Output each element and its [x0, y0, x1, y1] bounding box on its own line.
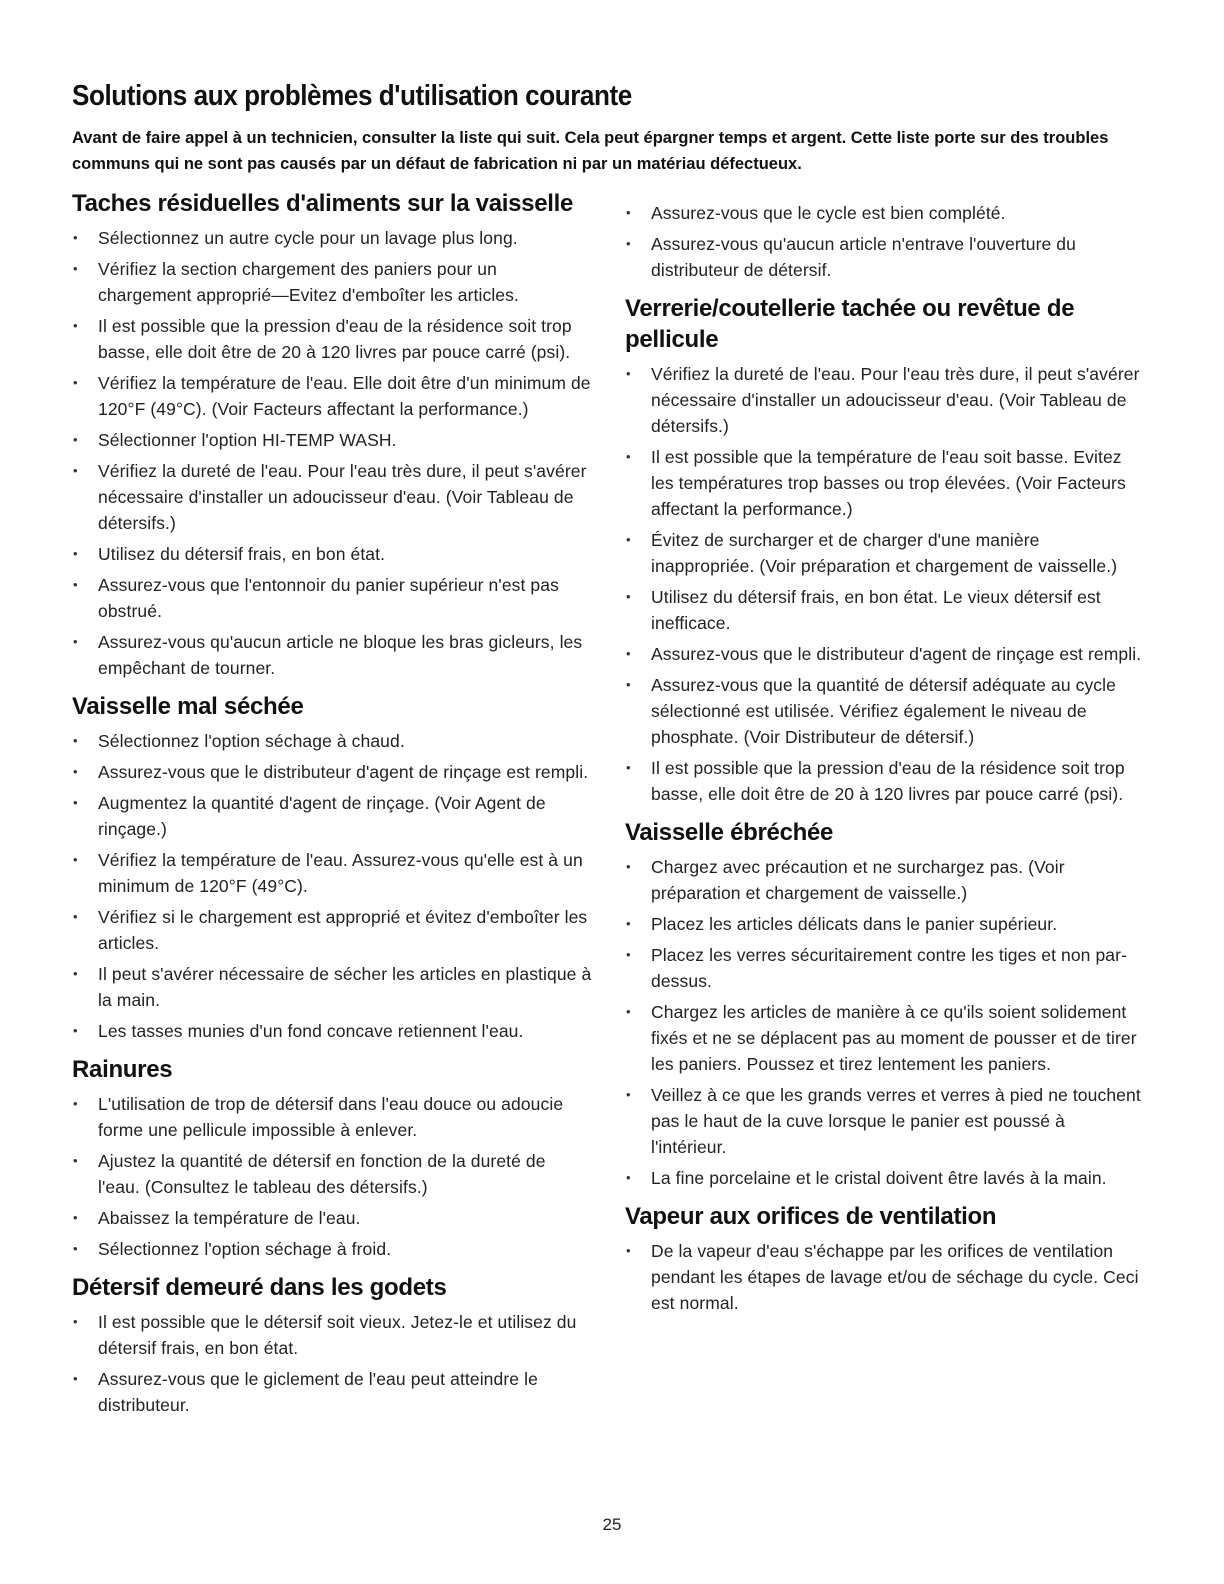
- list-item: • Il est possible que la pression d'eau de la résidence soit trop basse, elle doit être de 20 à 120 livres par pouce carré (psi).: [72, 313, 592, 365]
- list-item: • Vérifiez la dureté de l'eau. Pour l'eau très dure, il peut s'avérer nécessaire d'installer un adoucisseur d'eau. (Voir Tableau de détersifs.): [625, 361, 1145, 439]
- list-item: • Il est possible que la température de l'eau soit basse. Evitez les températures trop basses ou trop élevées. (Voir Facteurs affectant la performance.): [625, 444, 1145, 522]
- list-item: • Utilisez du détersif frais, en bon état.: [72, 541, 592, 567]
- page-title: Solutions aux problèmes d'utilisation courante: [72, 80, 632, 112]
- list-item: • Il peut s'avérer nécessaire de sécher les articles en plastique à la main.: [72, 961, 592, 1013]
- bullet-list: [72, 1091, 592, 1262]
- section-detersif-godets-continued: [625, 200, 1145, 283]
- section-title: Vaisselle ébréchée: [625, 819, 834, 846]
- bullet-list: [625, 200, 1145, 283]
- list-item: • Il est possible que le détersif soit vieux. Jetez-le et utilisez du détersif frais, en bon état.: [72, 1309, 592, 1361]
- list-item: • Placez les articles délicats dans le panier supérieur.: [625, 911, 1145, 937]
- left-column: [72, 188, 592, 1428]
- section-title: Rainures: [72, 1056, 173, 1083]
- list-item: • Vérifiez si le chargement est approprié et évitez d'emboîter les articles.: [72, 904, 592, 956]
- list-item: • Placez les verres sécuritairement contre les tiges et non par-dessus.: [625, 942, 1145, 994]
- list-item: • Sélectionner l'option HI-TEMP WASH.: [72, 427, 592, 453]
- list-item: • Sélectionnez un autre cycle pour un lavage plus long.: [72, 225, 592, 251]
- list-item: • Assurez-vous que l'entonnoir du panier supérieur n'est pas obstrué.: [72, 572, 592, 624]
- list-item: • Assurez-vous que le distributeur d'agent de rinçage est rempli.: [72, 759, 592, 785]
- list-item: • Assurez-vous qu'aucun article ne bloque les bras gicleurs, les empêchant de tourner.: [72, 629, 592, 681]
- right-column: [625, 200, 1145, 1326]
- list-item: • Augmentez la quantité d'agent de rinçage. (Voir Agent de rinçage.): [72, 790, 592, 842]
- list-item: • Assurez-vous que le distributeur d'agent de rinçage est rempli.: [625, 641, 1145, 667]
- list-item: • Chargez avec précaution et ne surchargez pas. (Voir préparation et chargement de vaisselle.): [625, 854, 1145, 906]
- list-item: • De la vapeur d'eau s'échappe par les orifices de ventilation pendant les étapes de lavage et/ou de séchage du cycle. Ceci est normal.: [625, 1238, 1145, 1316]
- list-item: • Assurez-vous qu'aucun article n'entrave l'ouverture du distributeur de détersif.: [625, 231, 1145, 283]
- list-item: • Sélectionnez l'option séchage à chaud.: [72, 728, 592, 754]
- section-rainures: [72, 1054, 592, 1262]
- list-item: • Chargez les articles de manière à ce qu'ils soient solidement fixés et ne se déplacent pas au moment de pousser et de tirer les paniers. Poussez et tirez lentement les paniers.: [625, 999, 1145, 1077]
- page-number: 25: [602, 1515, 622, 1534]
- section-title: Taches résiduelles d'aliments sur la vaisselle: [72, 190, 574, 217]
- list-item: • Utilisez du détersif frais, en bon état. Le vieux détersif est inefficace.: [625, 584, 1145, 636]
- list-item: • Assurez-vous que le cycle est bien complété.: [625, 200, 1145, 226]
- bullet-list: [625, 1238, 1145, 1316]
- intro-paragraph: Avant de faire appel à un technicien, consulter la liste qui suit. Cela peut épargner temps et argent. Cette liste porte sur des troubles communs qui ne sont pas causés par un défaut de fabrication ni par un matériau défectueux.: [72, 129, 1109, 173]
- bullet-list: [72, 1309, 592, 1418]
- list-item: • Veillez à ce que les grands verres et verres à pied ne touchent pas le haut de la cuve lorsque le panier est poussé à l'intérieur.: [625, 1082, 1145, 1160]
- list-item: • Abaissez la température de l'eau.: [72, 1205, 592, 1231]
- list-item: • Sélectionnez l'option séchage à froid.: [72, 1236, 592, 1262]
- section-title: Verrerie/coutellerie tachée ou revêtue de pellicule: [625, 295, 1075, 353]
- list-item: • Évitez de surcharger et de charger d'une manière inappropriée. (Voir préparation et chargement de vaisselle.): [625, 527, 1145, 579]
- list-item: • Vérifiez la section chargement des paniers pour un chargement approprié—Evitez d'emboîter les articles.: [72, 256, 592, 308]
- bullet-list: [72, 728, 592, 1044]
- list-item: • Ajustez la quantité de détersif en fonction de la dureté de l'eau. (Consultez le tableau des détersifs.): [72, 1148, 592, 1200]
- list-item: • Assurez-vous que le giclement de l'eau peut atteindre le distributeur.: [72, 1366, 592, 1418]
- section-title: Détersif demeuré dans les godets: [72, 1274, 447, 1301]
- section-vaisselle-mal-sechee: [72, 691, 592, 1044]
- bullet-list: [625, 361, 1145, 807]
- section-vaisselle-ebrechee: [625, 817, 1145, 1191]
- list-item: • Assurez-vous que la quantité de détersif adéquate au cycle sélectionné est utilisée. Vérifiez également le niveau de phosphate. (Voir Distributeur de détersif.): [625, 672, 1145, 750]
- bullet-list: [625, 854, 1145, 1191]
- list-item: • Vérifiez la dureté de l'eau. Pour l'eau très dure, il peut s'avérer nécessaire d'installer un adoucisseur d'eau. (Voir Tableau de détersifs.): [72, 458, 592, 536]
- section-verrerie-tachee: [625, 293, 1145, 807]
- section-title: Vapeur aux orifices de ventilation: [625, 1203, 997, 1230]
- section-vapeur-ventilation: [625, 1201, 1145, 1316]
- list-item: • L'utilisation de trop de détersif dans l'eau douce ou adoucie forme une pellicule impossible à enlever.: [72, 1091, 592, 1143]
- list-item: • Les tasses munies d'un fond concave retiennent l'eau.: [72, 1018, 592, 1044]
- section-detersif-godets: [72, 1272, 592, 1418]
- list-item: • Il est possible que la pression d'eau de la résidence soit trop basse, elle doit être de 20 à 120 livres par pouce carré (psi).: [625, 755, 1145, 807]
- bullet-list: [72, 225, 592, 681]
- section-title: Vaisselle mal séchée: [72, 693, 304, 720]
- list-item: • La fine porcelaine et le cristal doivent être lavés à la main.: [625, 1165, 1145, 1191]
- section-taches-residuelles: [72, 188, 592, 681]
- list-item: • Vérifiez la température de l'eau. Assurez-vous qu'elle est à un minimum de 120°F (49°C).: [72, 847, 592, 899]
- list-item: • Vérifiez la température de l'eau. Elle doit être d'un minimum de 120°F (49°C). (Voir Facteurs affectant la performance.): [72, 370, 592, 422]
